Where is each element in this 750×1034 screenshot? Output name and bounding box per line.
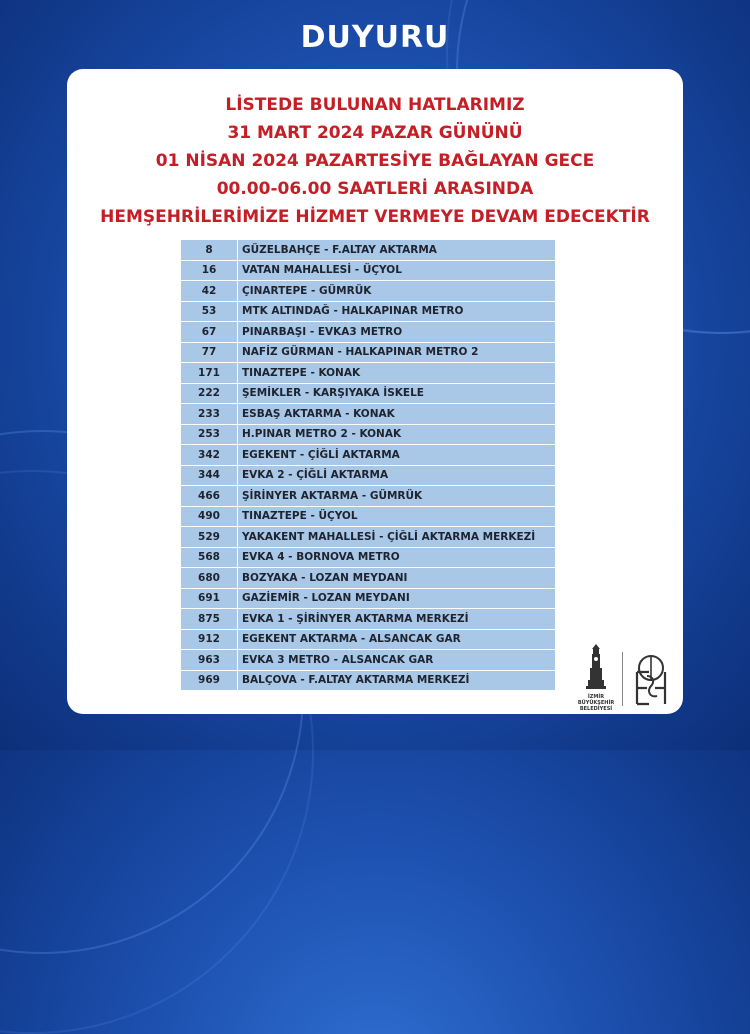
route-number: 222 [181, 383, 238, 404]
route-number: 53 [181, 301, 238, 322]
routes-table [180, 239, 556, 691]
route-name: BOZYAKA - LOZAN MEYDANI [238, 568, 556, 589]
route-number: 963 [181, 650, 238, 671]
table-row [181, 301, 556, 322]
route-number: 912 [181, 629, 238, 650]
route-name: BALÇOVA - F.ALTAY AKTARMA MERKEZİ [238, 670, 556, 691]
table-row [181, 383, 556, 404]
table-row [181, 506, 556, 527]
table-row [181, 568, 556, 589]
table-row [181, 670, 556, 691]
izmir-logo [575, 644, 617, 714]
route-name: EVKA 4 - BORNOVA METRO [238, 547, 556, 568]
route-number: 342 [181, 445, 238, 466]
eshot-monogram-icon [629, 652, 673, 708]
route-number: 42 [181, 281, 238, 302]
clock-tower-icon [586, 644, 606, 690]
route-name: TINAZTEPE - KONAK [238, 363, 556, 384]
table-row [181, 547, 556, 568]
route-name: EGEKENT AKTARMA - ALSANCAK GAR [238, 629, 556, 650]
route-number: 171 [181, 363, 238, 384]
table-row [181, 609, 556, 630]
logo-label: BÜYÜKŞEHİR [577, 700, 615, 706]
table-row [181, 281, 556, 302]
route-number: 67 [181, 322, 238, 343]
route-name: ÇINARTEPE - GÜMRÜK [238, 281, 556, 302]
table-row [181, 629, 556, 650]
route-name: H.PINAR METRO 2 - KONAK [238, 424, 556, 445]
route-name: ŞİRİNYER AKTARMA - GÜMRÜK [238, 486, 556, 507]
notice-line: 01 NİSAN 2024 PAZARTESİYE BAĞLAYAN GECE [155, 151, 595, 171]
route-number: 253 [181, 424, 238, 445]
route-number: 969 [181, 670, 238, 691]
route-name: EGEKENT - ÇİĞLİ AKTARMA [238, 445, 556, 466]
notice-line: 00.00-06.00 SAATLERİ ARASINDA [216, 179, 534, 199]
route-name: EVKA 2 - ÇİĞLİ AKTARMA [238, 465, 556, 486]
table-row [181, 588, 556, 609]
route-number: 77 [181, 342, 238, 363]
route-name: GAZİEMİR - LOZAN MEYDANI [238, 588, 556, 609]
route-number: 691 [181, 588, 238, 609]
route-number: 466 [181, 486, 238, 507]
route-number: 568 [181, 547, 238, 568]
table-row [181, 363, 556, 384]
table-row [181, 424, 556, 445]
route-name: EVKA 3 METRO - ALSANCAK GAR [238, 650, 556, 671]
route-name: EVKA 1 - ŞİRİNYER AKTARMA MERKEZİ [238, 609, 556, 630]
route-number: 16 [181, 260, 238, 281]
route-name: VATAN MAHALLESİ - ÜÇYOL [238, 260, 556, 281]
notice-line: HEMŞEHRİLERİMİZE HİZMET VERMEYE DEVAM EDECEKTİR [100, 207, 650, 227]
route-number: 490 [181, 506, 238, 527]
table-row [181, 342, 556, 363]
table-row [181, 404, 556, 425]
route-name: PINARBAŞI - EVKA3 METRO [238, 322, 556, 343]
route-number: 529 [181, 527, 238, 548]
route-number: 344 [181, 465, 238, 486]
logo-label: İZMİR [587, 694, 605, 700]
logos [575, 644, 675, 714]
table-row [181, 240, 556, 261]
table-row [181, 650, 556, 671]
route-name: YAKAKENT MAHALLESİ - ÇİĞLİ AKTARMA MERKEZİ [238, 527, 556, 548]
route-name: TINAZTEPE - ÜÇYOL [238, 506, 556, 527]
table-row [181, 465, 556, 486]
logo-label: BELEDİYESİ [579, 706, 613, 712]
notice-text [67, 91, 683, 231]
eshot-logo [629, 652, 673, 708]
route-name: ŞEMİKLER - KARŞIYAKA İSKELE [238, 383, 556, 404]
route-name: MTK ALTINDAĞ - HALKAPINAR METRO [238, 301, 556, 322]
announcement-card [67, 69, 683, 714]
table-row [181, 322, 556, 343]
route-number: 233 [181, 404, 238, 425]
page-title: DUYURU [300, 20, 450, 55]
table-row [181, 260, 556, 281]
logo-divider [622, 652, 623, 706]
notice-line: 31 MART 2024 PAZAR GÜNÜNÜ [227, 123, 523, 143]
notice-line: LİSTEDE BULUNAN HATLARIMIZ [225, 95, 525, 115]
table-row [181, 527, 556, 548]
route-number: 875 [181, 609, 238, 630]
table-row [181, 486, 556, 507]
route-name: GÜZELBAHÇE - F.ALTAY AKTARMA [238, 240, 556, 261]
route-name: NAFİZ GÜRMAN - HALKAPINAR METRO 2 [238, 342, 556, 363]
route-name: ESBAŞ AKTARMA - KONAK [238, 404, 556, 425]
table-row [181, 445, 556, 466]
route-number: 8 [181, 240, 238, 261]
route-number: 680 [181, 568, 238, 589]
